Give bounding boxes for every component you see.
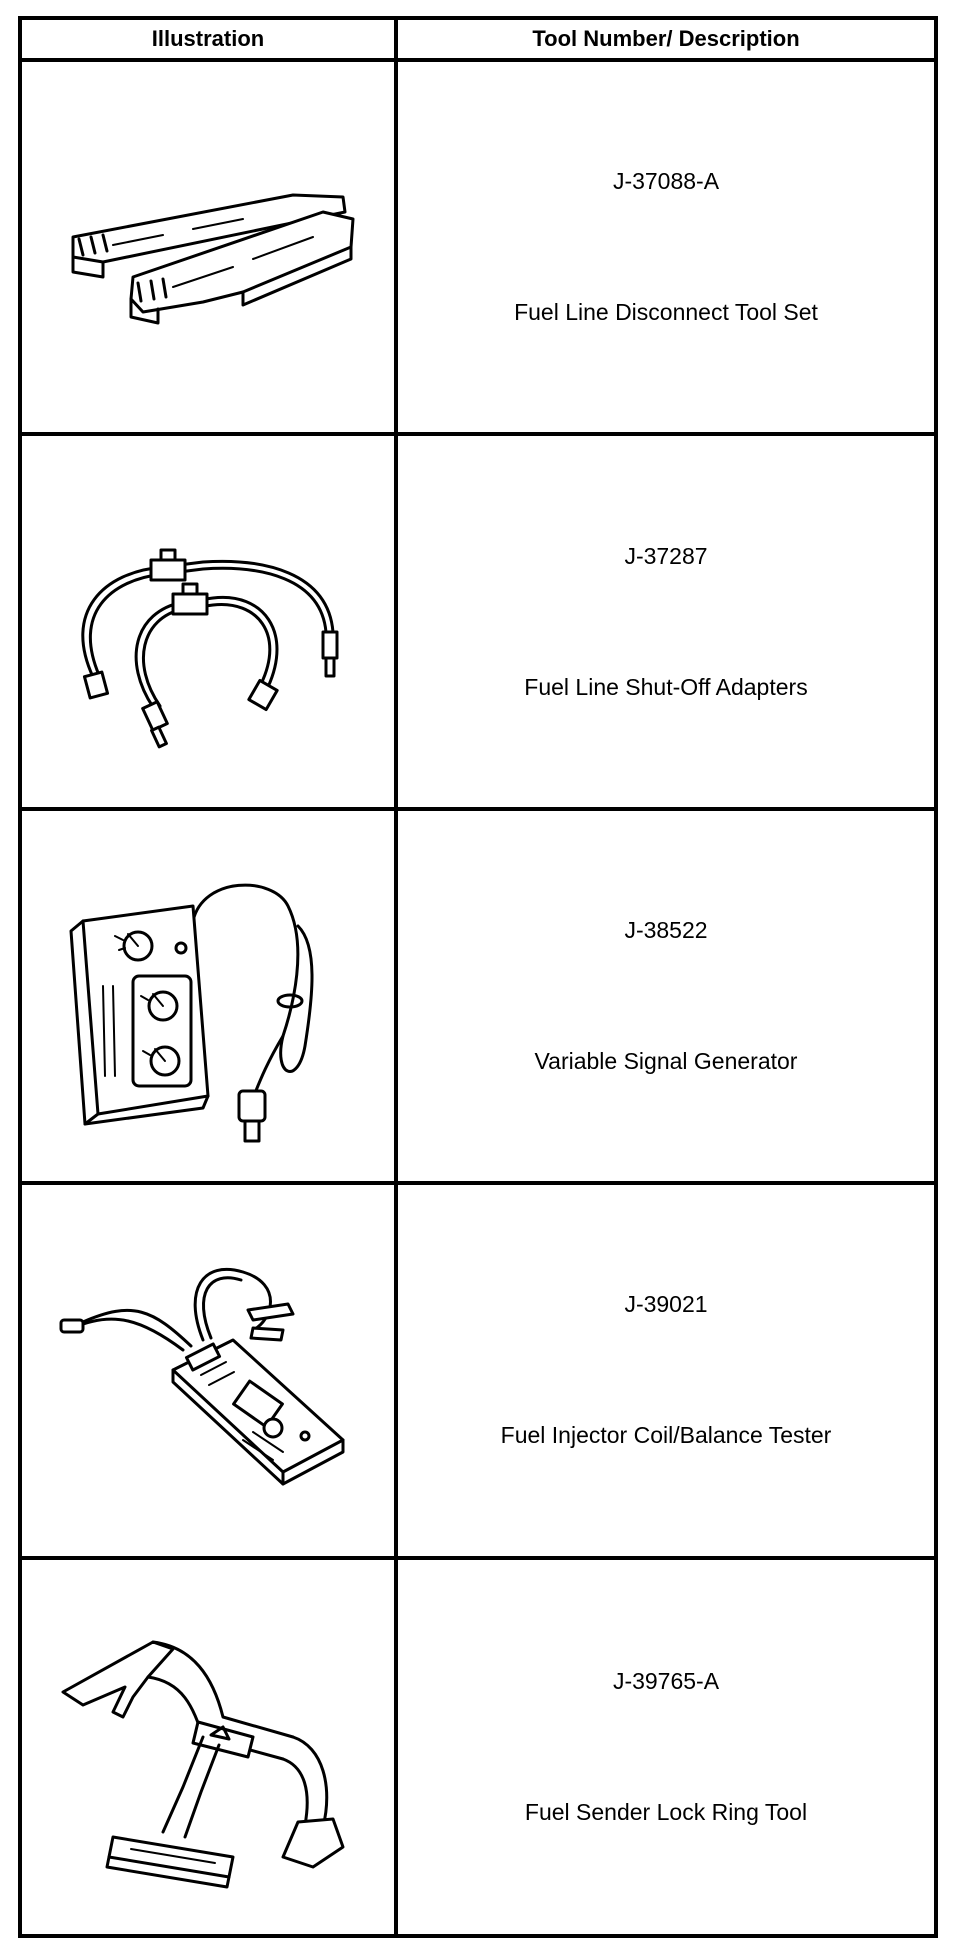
description-cell (398, 62, 934, 436)
shut-off-adapters-icon (43, 462, 373, 782)
tool-description: Fuel Line Shut-Off Adapters (524, 673, 808, 700)
header-tool-number-description: Tool Number/ Description (398, 20, 934, 62)
description-cell (398, 436, 934, 810)
description-cell (398, 1185, 934, 1559)
illustration-cell (22, 436, 398, 810)
injector-tester-icon (43, 1210, 373, 1530)
tool-description: Variable Signal Generator (534, 1047, 798, 1074)
signal-generator-icon (43, 836, 373, 1156)
tool-description: Fuel Sender Lock Ring Tool (524, 1798, 808, 1825)
header-illustration: Illustration (22, 20, 398, 62)
illustration-cell (22, 62, 398, 436)
disconnect-tool-set-icon (43, 87, 373, 407)
illustration-cell (22, 1560, 398, 1934)
description-cell (398, 1560, 934, 1934)
illustration-cell (22, 1185, 398, 1559)
tool-number: J-39021 (624, 1291, 708, 1318)
illustration-cell (22, 811, 398, 1185)
tool-number: J-37088-A (612, 168, 720, 195)
tool-description: Fuel Injector Coil/Balance Tester (500, 1422, 832, 1449)
lock-ring-tool-icon (43, 1587, 373, 1907)
tool-table (18, 16, 938, 1938)
tool-number: J-38522 (624, 916, 708, 943)
tool-number: J-37287 (624, 542, 708, 569)
tool-description: Fuel Line Disconnect Tool Set (514, 299, 818, 326)
tool-number: J-39765-A (612, 1667, 720, 1694)
description-cell (398, 811, 934, 1185)
